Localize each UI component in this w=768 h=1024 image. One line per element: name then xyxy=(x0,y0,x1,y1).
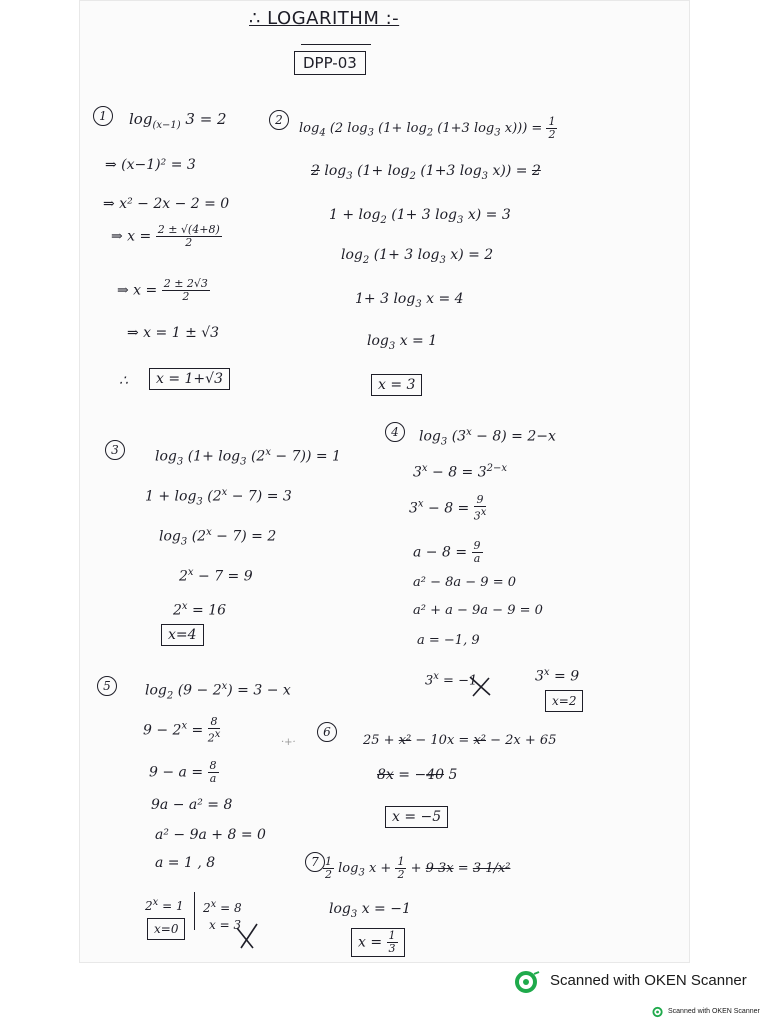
problem-7-line-1: $\frac{1}{2}$ $\log_3 x$ + $\frac{1}{2}$ + 9 3x = 3 1/x² xyxy=(325,855,511,881)
problem-4-line-1: $\log_3 (3^x - 8) = 2-x$ xyxy=(419,427,556,448)
scanner-watermark: Scanned with OKEN Scanner xyxy=(550,972,747,989)
problem-4-line-6: a² + a − 9a − 9 = 0 xyxy=(413,603,543,618)
stray-mark: ·+· xyxy=(281,737,296,748)
problem-2-line-1: $\log_4 (2$ $\log_3 (1+ \log_2 (1+3$ $\log_3 x$))) = $\frac{1}{2}$ xyxy=(299,115,556,141)
scanned-page xyxy=(79,0,690,963)
problem-5-line-2: $9 - 2^x$ = $\frac{8}{2^x}$ xyxy=(143,715,221,745)
problem-2-line-6: $\log_3 x = 1$ xyxy=(367,333,438,352)
problem-6-answer: x = −5 xyxy=(385,806,448,828)
problem-2-line-4: $\log_2 (1+ 3$ $\log_3 x) = 2$ xyxy=(341,247,494,266)
problem-1-line-4: ⇒ x = $\frac{2 \pm √(4+8)}{2}$ xyxy=(111,223,220,249)
problem-1-line-1: $\log_{(x-1)} 3 = 2$ xyxy=(129,110,227,131)
page-title: ∴ LOGARITHM :- xyxy=(249,8,400,29)
problem-4-line-8: $3^x = -1$ xyxy=(425,671,478,689)
problem-6-number: 6 xyxy=(317,722,337,742)
oken-logo-icon-small xyxy=(652,1006,664,1018)
problem-5-line-7: $2^x = 1$ xyxy=(145,897,184,913)
problem-3-line-2: $1 + \log_3 (2^x - 7) = 3$ xyxy=(145,487,292,508)
problem-3-line-1: $\log_3 (1+ \log_3 (2^x - 7)) = 1$ xyxy=(155,447,341,468)
title-divider xyxy=(301,44,371,45)
problem-1-line-3: ⇒ x² − 2x − 2 = 0 xyxy=(103,196,230,212)
problem-7-answer: x = $\frac{1}{3}$ xyxy=(351,928,405,957)
problem-4-line-2: $3^x - 8 = 3^{2-x}$ xyxy=(413,463,508,481)
problem-5-line-3: 9 − a = $\frac{8}{a}$ xyxy=(149,759,217,785)
cross-mark xyxy=(467,674,493,698)
problem-1-line-6: ⇒ x = 1 ± √3 xyxy=(127,325,220,341)
problem-2-line-2: 2 $\log_3 (1+ \log_2 (1+3$ $\log_3 x)) = 2$ xyxy=(311,163,541,182)
cross-mark xyxy=(233,922,261,950)
case-separator xyxy=(194,892,195,930)
problem-5-number: 5 xyxy=(97,676,117,696)
scanner-watermark-small: Scanned with OKEN Scanner xyxy=(668,1008,760,1015)
problem-2-answer: x = 3 xyxy=(371,374,422,396)
problem-5-line-5: a² − 9a + 8 = 0 xyxy=(155,827,266,843)
problem-3-answer: x=4 xyxy=(161,624,204,646)
problem-5-line-4: 9a − a² = 8 xyxy=(151,797,233,813)
problem-3-line-4: $2^x - 7 = 9$ xyxy=(179,567,253,585)
problem-5-line-8: $2^x = 8$ xyxy=(203,899,242,915)
problem-3-line-5: $2^x = 16$ xyxy=(173,601,227,619)
problem-4-line-9: $3^x = 9$ xyxy=(535,667,580,685)
problem-4-number: 4 xyxy=(385,422,405,442)
therefore-symbol: ∴ xyxy=(119,373,128,389)
dpp-label: DPP-03 xyxy=(294,51,366,75)
problem-1-line-2: ⇒ (x−1)² = 3 xyxy=(105,157,196,173)
problem-2-number: 2 xyxy=(269,110,289,130)
problem-6-line-1: 25 + x² − 10x = x² − 2x + 65 xyxy=(363,733,557,748)
problem-1-number: 1 xyxy=(93,106,113,126)
problem-7-line-2: $\log_3 x = -1$ xyxy=(329,901,411,920)
problem-7-number: 7 xyxy=(305,852,325,872)
problem-3-line-3: $\log_3 (2^x - 7) = 2$ xyxy=(159,527,277,548)
problem-4-answer: x=2 xyxy=(545,690,583,712)
problem-5-line-9: x = 3 xyxy=(209,918,242,932)
problem-6-line-2: 8x = −40 5 xyxy=(377,767,458,783)
problem-5-line-6: a = 1 , 8 xyxy=(155,855,216,871)
problem-4-line-3: $3^x - 8$ = $\frac{9}{3^x}$ xyxy=(409,493,487,523)
problem-5-answer: x=0 xyxy=(147,918,185,940)
problem-3-number: 3 xyxy=(105,440,125,460)
problem-2-line-3: $1 + \log_2 (1+ 3$ $\log_3 x) = 3$ xyxy=(329,207,511,226)
problem-5-line-1: $\log_2 (9 - 2^x) = 3 - x$ xyxy=(145,681,291,702)
problem-4-line-7: a = −1, 9 xyxy=(417,633,480,648)
problem-4-line-4: a − 8 = $\frac{9}{a}$ xyxy=(413,539,481,565)
problem-4-line-5: a² − 8a − 9 = 0 xyxy=(413,575,516,590)
problem-2-line-5: 1+ 3 $\log_3 x = 4$ xyxy=(355,291,464,310)
problem-1-answer: x = 1+√3 xyxy=(149,368,230,390)
oken-logo-icon xyxy=(514,970,540,994)
problem-1-line-5: ⇒ x = $\frac{2 \pm 2√3}{2}$ xyxy=(117,277,208,303)
